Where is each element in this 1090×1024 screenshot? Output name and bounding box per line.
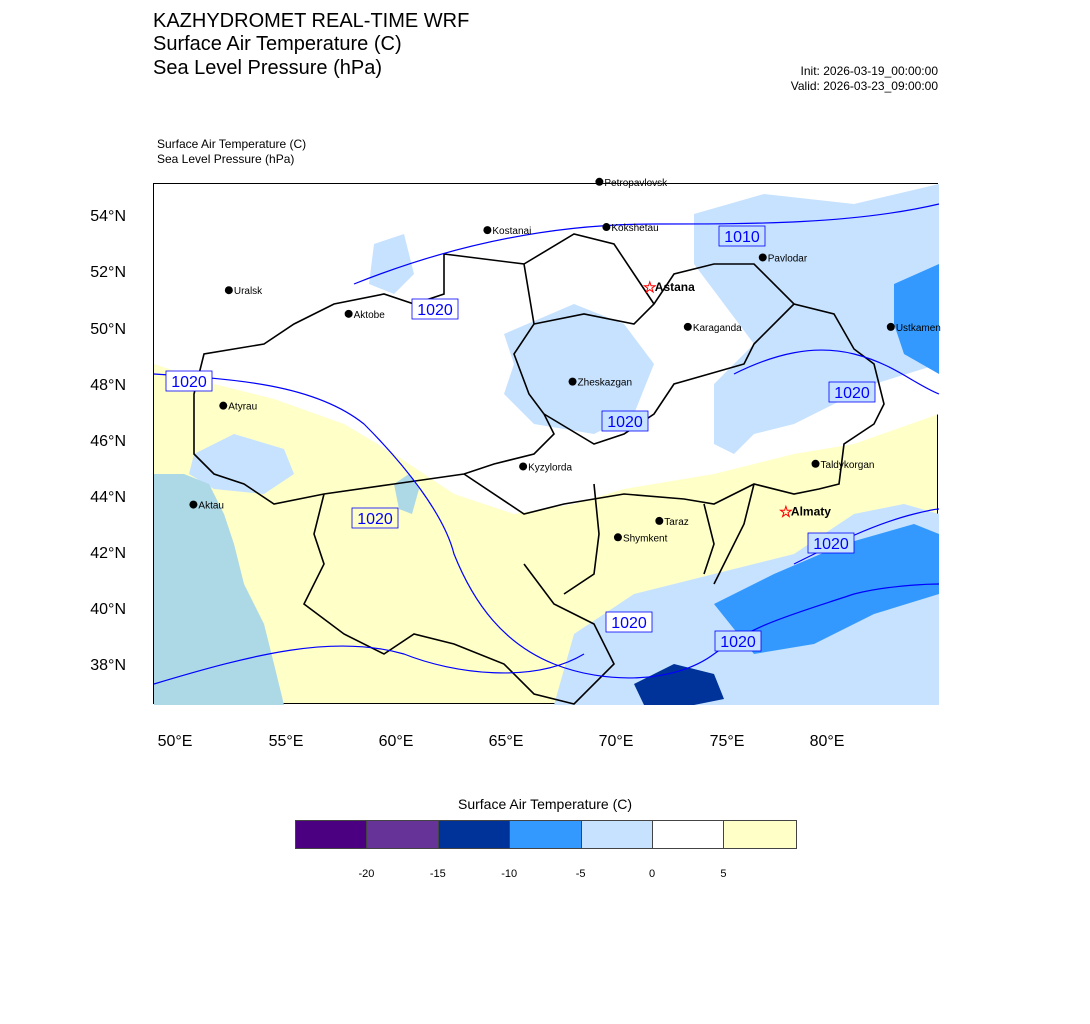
subtitle-2: Sea Level Pressure (hPa) — [157, 152, 295, 166]
lat-label-44: 44°N — [90, 489, 126, 506]
colorbar — [295, 820, 797, 849]
isobar-label-1020-g: 1020 — [611, 615, 647, 632]
city-dot — [225, 286, 233, 294]
lat-label-48: 48°N — [90, 377, 126, 394]
city-label: Zheskazgan — [577, 377, 633, 389]
valid-time: Valid: 2026-03-23_09:00:00 — [790, 79, 938, 93]
colorbar-swatch — [439, 821, 510, 848]
title-line-3: Sea Level Pressure (hPa) — [153, 57, 383, 79]
city-dot — [569, 378, 577, 386]
city-dot — [219, 402, 227, 410]
city-label: Taraz — [664, 516, 689, 528]
lat-label-40: 40°N — [90, 601, 126, 618]
lon-label-80: 80°E — [809, 733, 845, 750]
lon-label-55: 55°E — [268, 733, 304, 750]
city-dot — [519, 462, 527, 470]
city-label: Atyrau — [228, 401, 258, 413]
isobar-label-1020-c: 1020 — [607, 414, 643, 431]
city-dot — [345, 310, 353, 318]
city-dot — [812, 460, 820, 468]
colorbar-swatch — [510, 821, 581, 848]
init-time: Init: 2026-03-19_00:00:00 — [800, 64, 938, 78]
city-dot — [684, 323, 692, 331]
city-label: Kokshetau — [611, 223, 659, 235]
city-label: Kyzylorda — [528, 462, 573, 474]
isobar-label-1010: 1010 — [724, 229, 760, 246]
city-dot — [759, 253, 767, 261]
map-svg — [154, 177, 941, 705]
city-label: Ustkamen — [895, 322, 941, 334]
city-label: Pavlodar — [767, 253, 808, 265]
city-dot — [887, 323, 895, 331]
colorbar-swatch — [582, 821, 653, 848]
city-label: Kostanai — [492, 226, 532, 238]
title-line-1: KAZHYDROMET REAL-TIME WRF — [153, 10, 470, 32]
colorbar-swatch — [367, 821, 438, 848]
lat-label-38: 38°N — [90, 657, 126, 674]
lat-label-50: 50°N — [90, 321, 126, 338]
lon-label-75: 75°E — [709, 733, 745, 750]
title-line-2: Surface Air Temperature (C) — [153, 33, 402, 55]
city-label: Karaganda — [692, 322, 742, 334]
colorbar-swatch — [296, 821, 367, 848]
lon-label-65: 65°E — [488, 733, 524, 750]
map-panel[interactable] — [153, 177, 941, 704]
capital-star-icon: ★ — [779, 503, 793, 520]
colorbar-label: -10 — [501, 868, 518, 880]
lat-label-42: 42°N — [90, 545, 126, 562]
city-dot — [602, 223, 610, 231]
colorbar-label: -5 — [575, 868, 586, 880]
colorbar-label: -20 — [358, 868, 375, 880]
city-label: Taldykorgan — [820, 459, 875, 471]
subtitle-1: Surface Air Temperature (C) — [157, 137, 307, 151]
isobar-label-1020-b: 1020 — [171, 374, 207, 391]
isobar-label-1020-e: 1020 — [357, 511, 393, 528]
capital-star-icon: ★ — [643, 278, 657, 295]
colorbar-label: -15 — [429, 868, 446, 880]
colorbar-title: Surface Air Temperature (C) — [457, 796, 633, 812]
city-dot — [614, 533, 622, 541]
lon-label-50: 50°E — [157, 733, 193, 750]
city-label: Aktau — [198, 500, 224, 512]
isobar-label-1020-a: 1020 — [417, 302, 453, 319]
city-label: Shymkent — [622, 533, 668, 545]
city-label: Astana — [654, 279, 695, 294]
city-label: Almaty — [790, 504, 831, 519]
city-label: Aktobe — [353, 309, 385, 321]
city-dot — [595, 178, 603, 186]
colorbar-swatch — [724, 821, 795, 848]
lon-label-60: 60°E — [378, 733, 414, 750]
city-dot — [655, 517, 663, 525]
lat-label-54: 54°N — [90, 208, 126, 225]
city-label: Petropavlovsk — [604, 177, 668, 189]
city-dot — [189, 501, 197, 509]
colorbar-label: 0 — [648, 868, 656, 880]
isobar-label-1020-d: 1020 — [834, 385, 870, 402]
lat-label-46: 46°N — [90, 433, 126, 450]
city-dot — [483, 226, 491, 234]
colorbar-label: 5 — [720, 868, 727, 880]
city-label: Uralsk — [233, 286, 263, 298]
isobar-label-1020-h: 1020 — [720, 634, 756, 651]
lon-label-70: 70°E — [598, 733, 634, 750]
isobar-label-1020-f: 1020 — [813, 536, 849, 553]
colorbar-swatch — [653, 821, 724, 848]
lat-label-52: 52°N — [90, 264, 126, 281]
